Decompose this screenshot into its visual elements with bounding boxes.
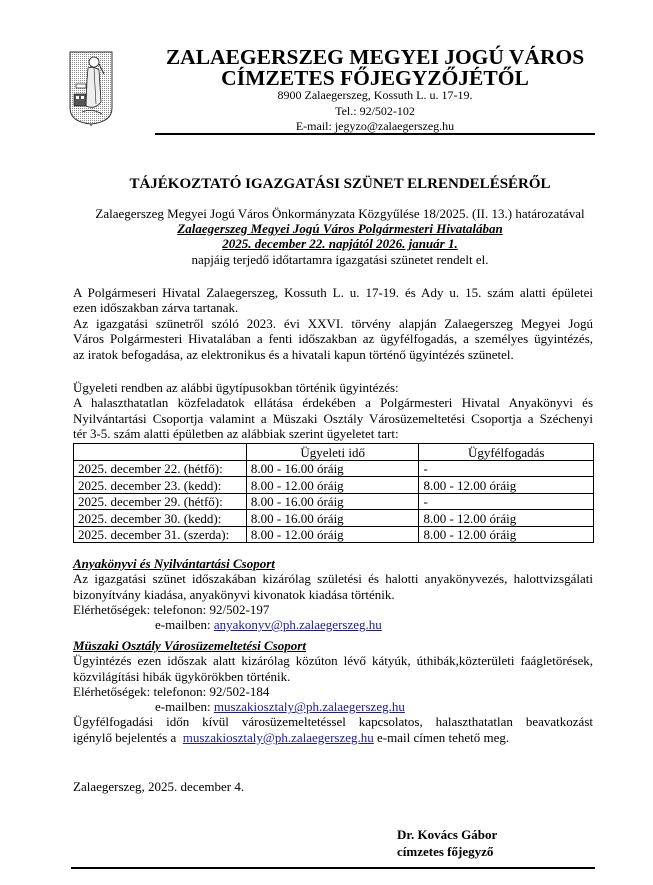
city-coat-of-arms-icon (68, 50, 114, 126)
law-line-1: Az igazgatási szünetről szóló 2023. évi XXVI. törvény alapján Zalaegerszeg Megyei Jogú (73, 316, 593, 331)
row-reception: 8.00 - 12.00 óráig (419, 477, 594, 494)
footer-divider (71, 867, 595, 869)
intro-line-1: Zalaegerszeg Megyei Jogú Város Önkormányzata Közgyűlése 18/2025. (II. 13.) határozatával (95, 206, 585, 221)
issuer-title-line2: CÍMZETES FŐJEGYZŐJÉTŐL (221, 66, 529, 90)
duty-line-2: A halaszthatatlan közfeladatok ellátása érdekében a Polgármesteri Hivatal Anyakönyvi és (73, 395, 593, 411)
law-line-2: Város Polgármesteri Hivatalában a fenti időszakban az ügyfélfogadás, a személyes ügyintézés, (73, 331, 593, 347)
technical-email-label: e-mailben: (155, 699, 214, 715)
outside-hours-line-1: Ügyfélfogadási időn kívül városüzemeltetéssel kapcsolatos, halaszthatatlan beavatkozást (73, 714, 593, 730)
signature-block (397, 826, 497, 860)
row-duty-time: 8.00 - 16.00 óráig (246, 493, 419, 510)
table-row (74, 510, 594, 527)
closure-line-2: ezen időszakban zárva tartanak. (73, 300, 239, 316)
table-row (74, 477, 594, 494)
registry-email-link[interactable]: anyakonyv@ph.zalaegerszeg.hu (213, 617, 382, 633)
signatory-name: Dr. Kovács Gábor (397, 827, 498, 842)
law-paragraph (73, 316, 593, 362)
closure-paragraph (73, 285, 593, 316)
row-reception: - (419, 460, 594, 477)
table-header-reception: Ügyfélfogadás (419, 444, 594, 461)
registry-line-1: Az igazgatási szünet időszakában kizárólag születési és halotti anyakönyvezés, halottvizsgálati (73, 571, 593, 587)
technical-phone: Elérhetőségek: telefonon: 92/502-184 (73, 683, 270, 699)
issuer-address: 8900 Zalaegerszeg, Kossuth L. u. 17-19. (277, 88, 473, 102)
row-duty-time: 8.00 - 16.00 óráig (246, 510, 419, 527)
intro-office-name: Zalaegerszeg Megyei Jogú Város Polgármesteri Hivatalában (177, 221, 503, 236)
intro-line-4: napjáig terjedő időtartamra igazgatási szünetet rendelt el. (191, 252, 489, 267)
registry-email-label: e-mailben: (155, 617, 214, 633)
row-reception: 8.00 - 12.00 óráig (419, 510, 594, 527)
duty-paragraph (73, 380, 593, 441)
technical-section-title: Müszaki Osztály Városüzemeltetési Csoport (73, 638, 306, 653)
issuer-title-line1: ZALAEGERSZEG MEGYEI JOGÚ VÁROS (165, 45, 585, 69)
duty-line-3: Nyilvántartási Csoportja valamint a Müszaki Osztály Városüzemeltetési Csoportja a Széchenyi (73, 410, 593, 426)
technical-section (73, 638, 593, 745)
outside-hours-email-link[interactable]: muszakiosztaly@ph.zalaegerszeg.hu (182, 729, 374, 745)
header-divider (155, 133, 595, 135)
table-header-row (74, 444, 594, 461)
issuer-phone: Tel.: 92/502-102 (335, 104, 415, 118)
outside-hours-prefix: igénylő bejelentés a (73, 729, 180, 745)
closure-line-1: A Polgármeseri Hivatal Zalaegerszeg, Kossuth L. u. 17-19. és Ady u. 15. szám alatti épületei (73, 285, 593, 300)
place-date: Zalaegerszeg, 2025. december 4. (73, 779, 245, 794)
outside-hours-suffix: e-mail címen tehető meg. (373, 729, 510, 745)
registry-line-2: bizonyítvány kiadása, anyakönyvi kivonatok kiadása történik. (73, 586, 395, 602)
row-duty-time: 8.00 - 16.00 óráig (246, 460, 419, 477)
intro-period: 2025. december 22. napjától 2026. január 1. (222, 236, 458, 251)
intro-line-3 (60, 236, 620, 251)
table-row (74, 493, 594, 510)
table-row (74, 526, 594, 543)
row-duty-time: 8.00 - 12.00 óráig (246, 526, 419, 543)
row-reception: 8.00 - 12.00 óráig (419, 526, 594, 543)
issuer-email: E-mail: jegyzo@zalaegerszeg.hu (295, 119, 455, 133)
law-line-3: az iratok befogadása, az elektronikus és a hivatali kapun történő ügyintézés szünetel. (73, 346, 514, 362)
technical-line-1: Ügyintézés ezen időszak alatt kizárólag közúton lévő kátyúk, úthibák,közterületi faágletörések, (73, 653, 593, 669)
registry-phone: Elérhetőségek: telefonon: 92/502-197 (73, 601, 270, 617)
duty-line-4: tér 3-5. szám alatti épületben az alábbiak szerint ügyeletet tart: (73, 425, 399, 441)
duty-schedule-table (73, 443, 594, 543)
technical-line-2: közvilágítási hibák ügykörökben történik. (73, 668, 291, 684)
document-title: TÁJÉKOZTATÓ IGAZGATÁSI SZÜNET ELRENDELÉSÉRŐL (129, 176, 551, 192)
registry-section (73, 556, 593, 632)
table-row (74, 460, 594, 477)
table-header-duty-time: Ügyeleti idő (246, 444, 419, 461)
registry-section-title: Anyakönyvi és Nyilvántartási Csoport (73, 556, 275, 571)
row-date: 2025. december 23. (kedd): (74, 477, 247, 494)
row-date: 2025. december 30. (kedd): (74, 510, 247, 527)
row-date: 2025. december 29. (hétfő): (74, 493, 247, 510)
row-date: 2025. december 22. (hétfő): (74, 460, 247, 477)
duty-line-1: Ügyeleti rendben az alábbi ügytípusokban történik ügyintézés: (73, 380, 399, 395)
intro-line-2 (60, 221, 620, 236)
table-header-date (74, 444, 247, 461)
technical-email-link[interactable]: muszakiosztaly@ph.zalaegerszeg.hu (213, 699, 405, 715)
row-reception: - (419, 493, 594, 510)
technical-email-line (73, 699, 593, 714)
row-duty-time: 8.00 - 12.00 óráig (246, 477, 419, 494)
signatory-role: címzetes főjegyző (397, 844, 494, 859)
outside-hours-line-2 (73, 730, 593, 745)
registry-email-line (73, 617, 593, 632)
row-date: 2025. december 31. (szerda): (74, 526, 247, 543)
